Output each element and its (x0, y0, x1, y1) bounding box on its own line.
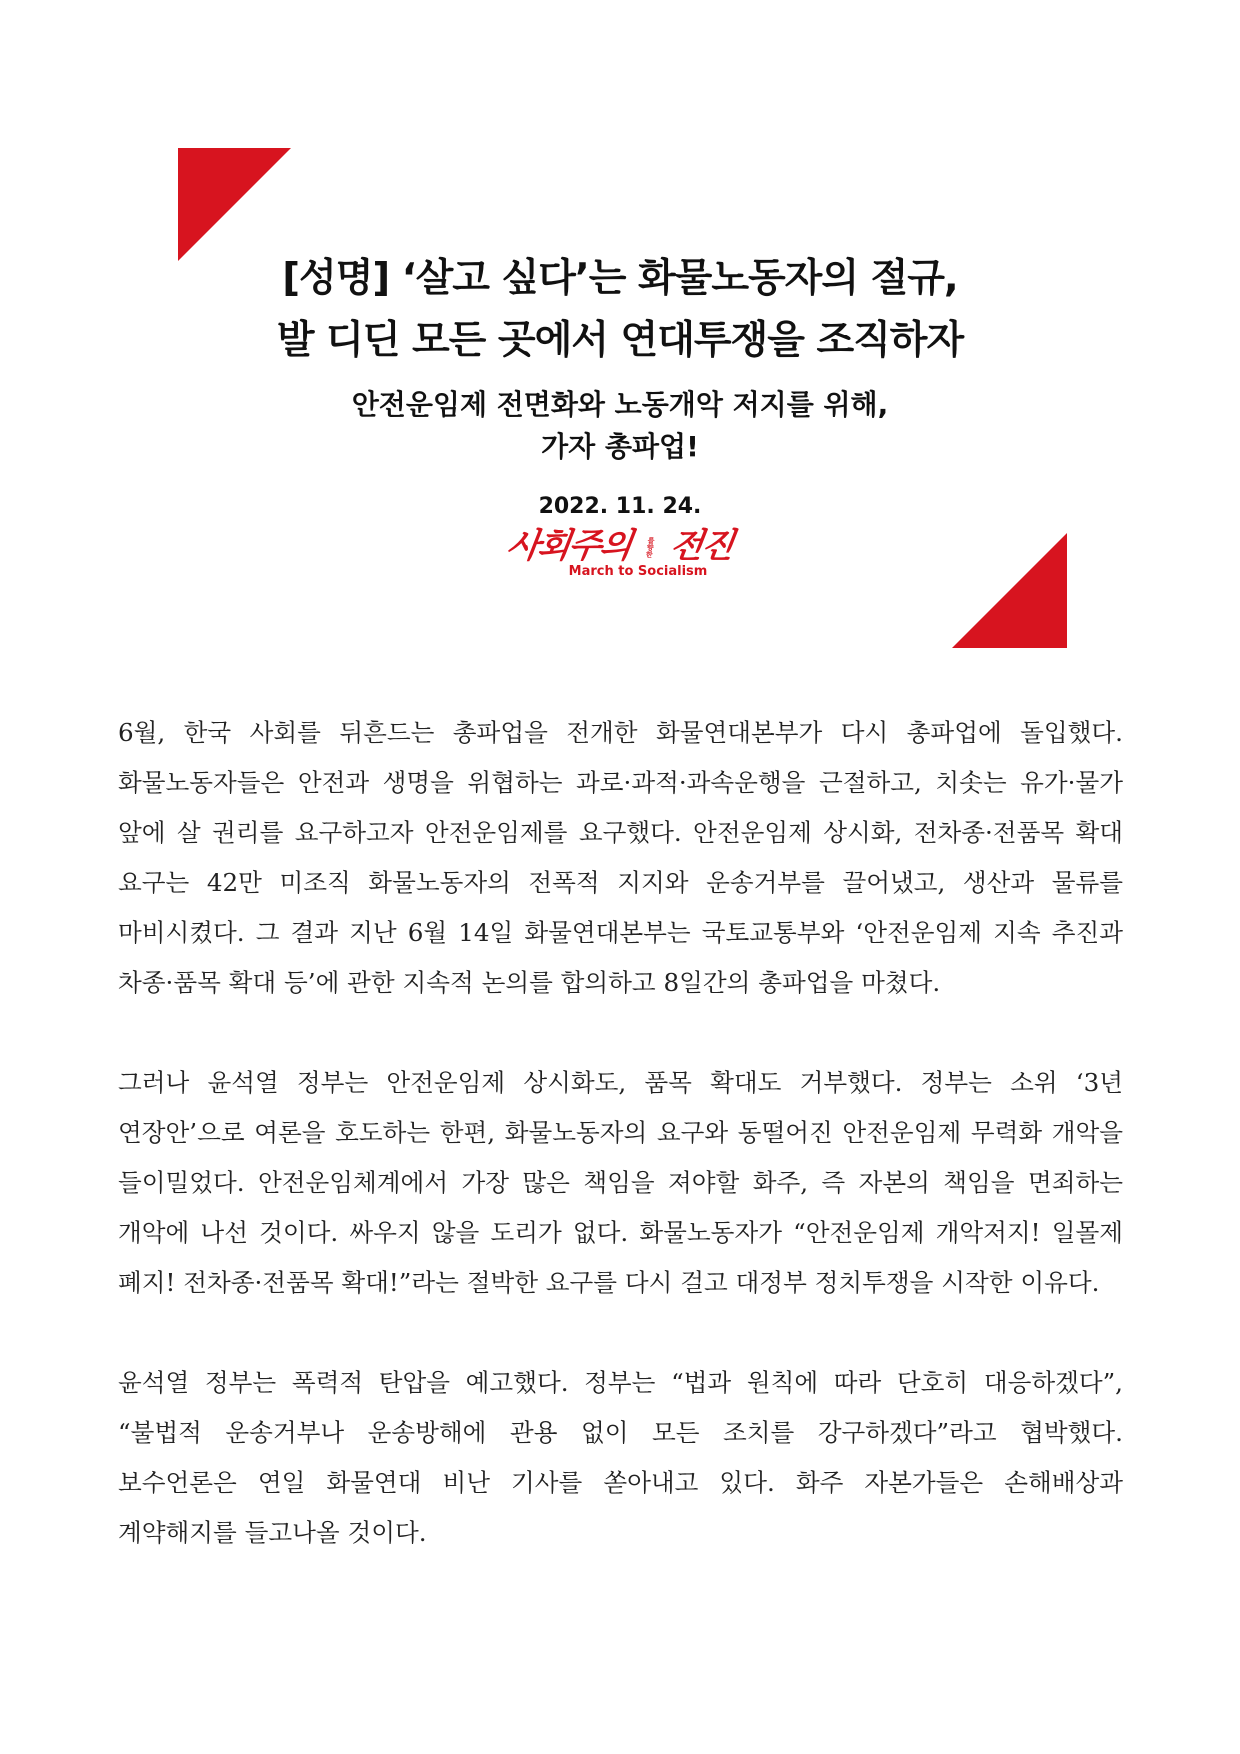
body-paragraph-1: 6월, 한국 사회를 뒤흔드는 총파업을 전개한 화물연대본부가 다시 총파업에 돌입했다. 화물노동자들은 안전과 생명을 위협하는 과로·과적·과속운행을 근절하고, 치솟는 유가·물가 앞에 살 권리를 요구하고자 안전운임제를 요구했다. 안전운임제 상시화, 전차종·전품목 확대 요구는 42만 미조직 화물노동자의 전폭적 지지와 운송거부를 끌어냈고, 생산과 물류를 마비시켰다. 그 결과 지난 6월 14일 화물연대본부는 국토교통부와 ‘안전운임제 지속 추진과 차종·품목 확대 등’에 관한 지속적 논의를 합의하고 8일간의 총파업을 마쳤다. (118, 718, 1123, 997)
title-line-2: 발 디딘 모든 곳에서 연대투쟁을 조직하자 (276, 318, 964, 363)
logo-part-1: 사회주의 (504, 526, 634, 566)
title-line-1: [성명] ‘살고 싶다’는 화물노동자의 절규, (282, 256, 958, 301)
logo-small-text: 를향한 (645, 537, 657, 558)
decorative-triangle-top-left (178, 148, 291, 261)
logo-subtitle: March to Socialism (568, 564, 708, 579)
logo-wordmark (505, 527, 735, 565)
organization-logo (504, 526, 736, 579)
body-paragraph-3: 윤석열 정부는 폭력적 탄압을 예고했다. 정부는 “법과 원칙에 따라 단호히 대응하겠다”, “불법적 운송거부나 운송방해에 관용 없이 모든 조치를 강구하겠다”라고 협박했다. 보수언론은 연일 화물연대 비난 기사를 쏟아내고 있다. 화주 자본가들은 손해배상과 계약해지를 들고나올 것이다. (118, 1368, 1123, 1547)
statement-subtitle (0, 384, 1240, 468)
body-paragraph-2: 그러나 윤석열 정부는 안전운임제 상시화도, 품목 확대도 거부했다. 정부는 소위 ‘3년 연장안’으로 여론을 호도하는 한편, 화물노동자의 요구와 동떨어진 안전운임제 무력화 개악을 들이밀었다. 안전운임체계에서 가장 많은 책임을 져야할 화주, 즉 자본의 책임을 면죄하는 개악에 나선 것이다. 싸우지 않을 도리가 없다. 화물노동자가 “안전운임제 개악저지! 일몰제 폐지! 전차종·전품목 확대!”라는 절박한 요구를 다시 걸고 대정부 정치투쟁을 시작한 이유다. (118, 1068, 1123, 1297)
subtitle-line-2: 가자 총파업! (541, 430, 699, 463)
subtitle-line-1: 안전운임제 전면화와 노동개악 저지를 위해, (351, 388, 889, 421)
logo-part-2: 전진 (668, 526, 736, 566)
statement-header (0, 248, 1240, 579)
statement-date: 2022. 11. 24. (538, 494, 702, 519)
statement-title (0, 248, 1240, 372)
statement-body (118, 708, 1123, 1608)
